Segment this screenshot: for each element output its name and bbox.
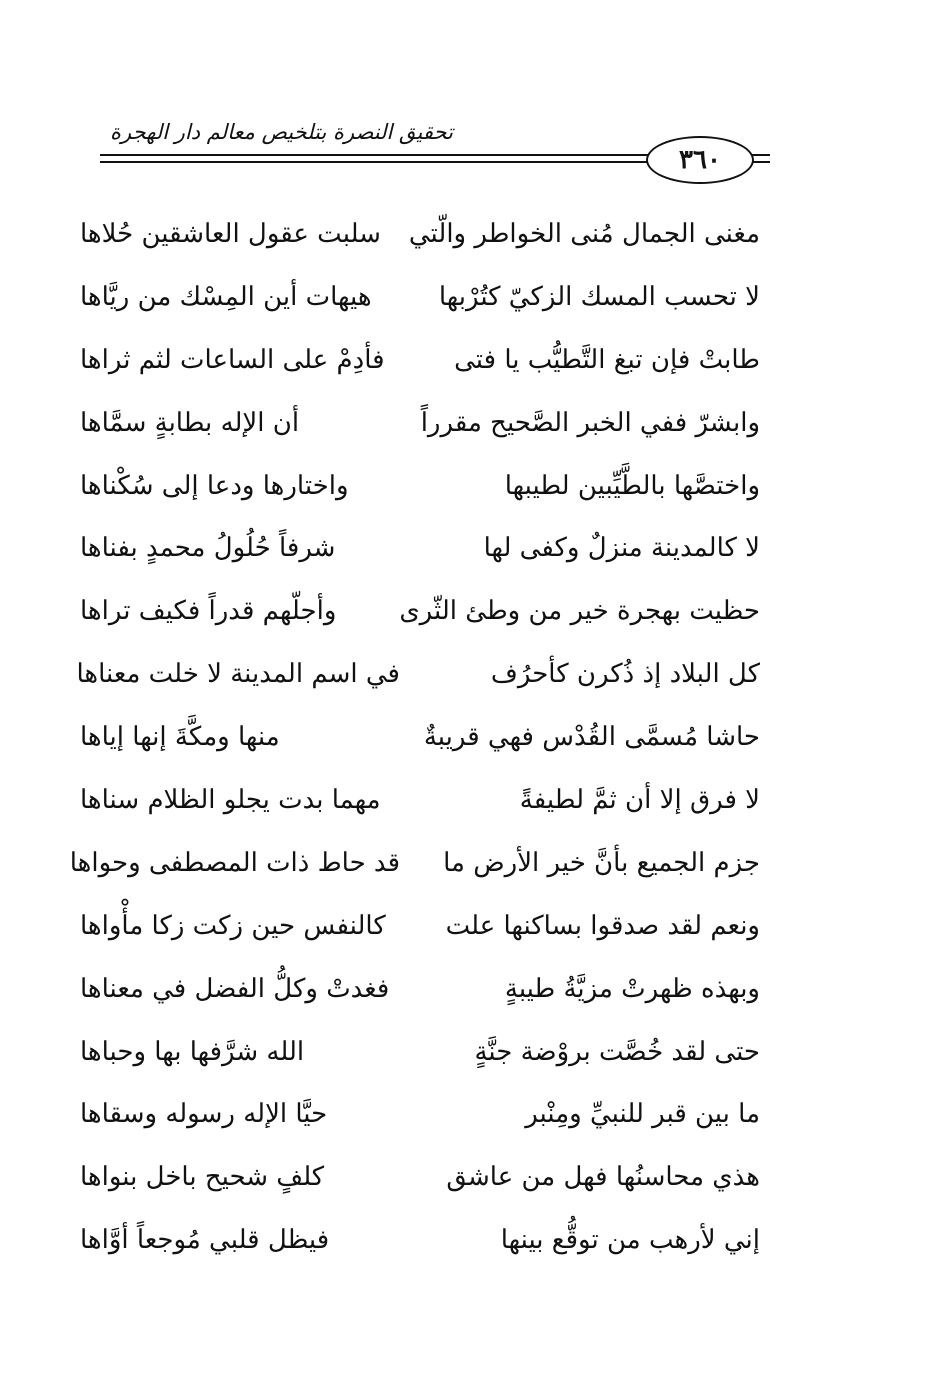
verse-second-hemistich: حيَّا الإله رسوله وسقاها	[80, 1099, 328, 1130]
poem	[69, 212, 760, 1281]
verse-first-hemistich: إني لأرهب من توقُّع بينها	[500, 1225, 760, 1256]
verse-first-hemistich: لا كالمدينة منزلٌ وكفى لها	[483, 533, 760, 564]
verse-line	[80, 1092, 760, 1155]
verse-first-hemistich: حظيت بهجرة خير من وطئ الثّرى	[399, 596, 760, 627]
verse-second-hemistich: كالنفس حين زكت زكا مأْواها	[80, 910, 386, 941]
verse-line	[80, 589, 760, 652]
verse-line	[76, 652, 760, 715]
verse-second-hemistich: في اسم المدينة لا خلت معناها	[76, 659, 400, 690]
verse-first-hemistich: حاشا مُسمَّى القُدْس فهي قريبةٌ	[423, 722, 760, 753]
verse-line	[80, 778, 760, 841]
verse-second-hemistich: سلبت عقول العاشقين حُلاها	[80, 219, 381, 249]
verse-first-hemistich: وبهذه ظهرتْ مزيَّةُ طيبةٍ	[504, 973, 760, 1004]
verse-line	[80, 967, 760, 1030]
verse-line	[80, 526, 760, 589]
page-number: ٣٦٠	[646, 136, 754, 184]
verse-first-hemistich: لا فرق إلا أن ثمَّ لطيفةً	[519, 785, 760, 816]
verse-second-hemistich: كلفٍ شحيح باخل بنواها	[80, 1162, 325, 1193]
verse-line	[80, 212, 760, 275]
verse-second-hemistich: منها ومكَّةَ إنها إياها	[80, 722, 280, 753]
verse-line	[80, 1155, 760, 1218]
verse-first-hemistich: ونعم لقد صدقوا بساكنها علت	[445, 910, 760, 941]
verse-line	[80, 464, 760, 527]
verse-line	[80, 715, 760, 778]
verse-line	[80, 401, 760, 464]
running-title: تحقيق النصرة بتلخيص معالم دار الهجرة	[110, 120, 453, 144]
verse-first-hemistich: لا تحسب المسك الزكيّ كتُرْبها	[438, 281, 760, 312]
verse-line	[80, 1218, 760, 1281]
verse-second-hemistich: هيهات أين المِسْك من ريَّاها	[80, 281, 372, 312]
verse-second-hemistich: أن الإله بطابةٍ سمَّاها	[80, 407, 300, 438]
verse-second-hemistich: وأجلّهم قدراً فكيف تراها	[80, 596, 337, 627]
verse-line	[80, 275, 760, 338]
page-header	[100, 108, 770, 188]
verse-first-hemistich: هذي محاسنُها فهل من عاشق	[446, 1162, 760, 1193]
verse-first-hemistich: واختصَّها بالطَّيِّبين لطيبها	[504, 470, 760, 501]
verse-second-hemistich: فيظل قلبي مُوجعاً أوَّاها	[80, 1225, 330, 1256]
verse-line	[80, 338, 760, 401]
verse-second-hemistich: قد حاط ذات المصطفى وحواها	[69, 847, 400, 878]
verse-second-hemistich: فغدتْ وكلُّ الفضل في معناها	[80, 973, 390, 1004]
verse-first-hemistich: ما بين قبر للنبيِّ ومِنْبر	[525, 1099, 760, 1130]
verse-second-hemistich: واختارها ودعا إلى سُكْناها	[80, 470, 349, 501]
verse-line	[80, 904, 760, 967]
verse-line	[80, 1030, 760, 1093]
verse-second-hemistich: شرفاً حُلُولُ محمدٍ بفناها	[80, 533, 336, 564]
verse-first-hemistich: طابتْ فإن تبغ التَّطيُّب يا فتى	[454, 344, 760, 375]
verse-first-hemistich: وابشرّ ففي الخبر الصَّحيح مقرراً	[420, 407, 760, 438]
verse-second-hemistich: فأدِمْ على الساعات لثم ثراها	[80, 344, 385, 375]
verse-first-hemistich: حتى لقد خُصَّت بروْضة جنَّةٍ	[474, 1036, 760, 1067]
verse-first-hemistich: جزم الجميع بأنَّ خير الأرض ما	[443, 847, 760, 878]
verse-second-hemistich: الله شرَّفها بها وحباها	[80, 1036, 305, 1067]
verse-second-hemistich: مهما بدت يجلو الظلام سناها	[80, 785, 381, 816]
verse-first-hemistich: كل البلاد إذ ذُكرن كأحرُف	[490, 659, 760, 690]
verse-line	[69, 841, 760, 904]
verse-first-hemistich: مغنى الجمال مُنى الخواطر والّتي	[408, 219, 760, 249]
